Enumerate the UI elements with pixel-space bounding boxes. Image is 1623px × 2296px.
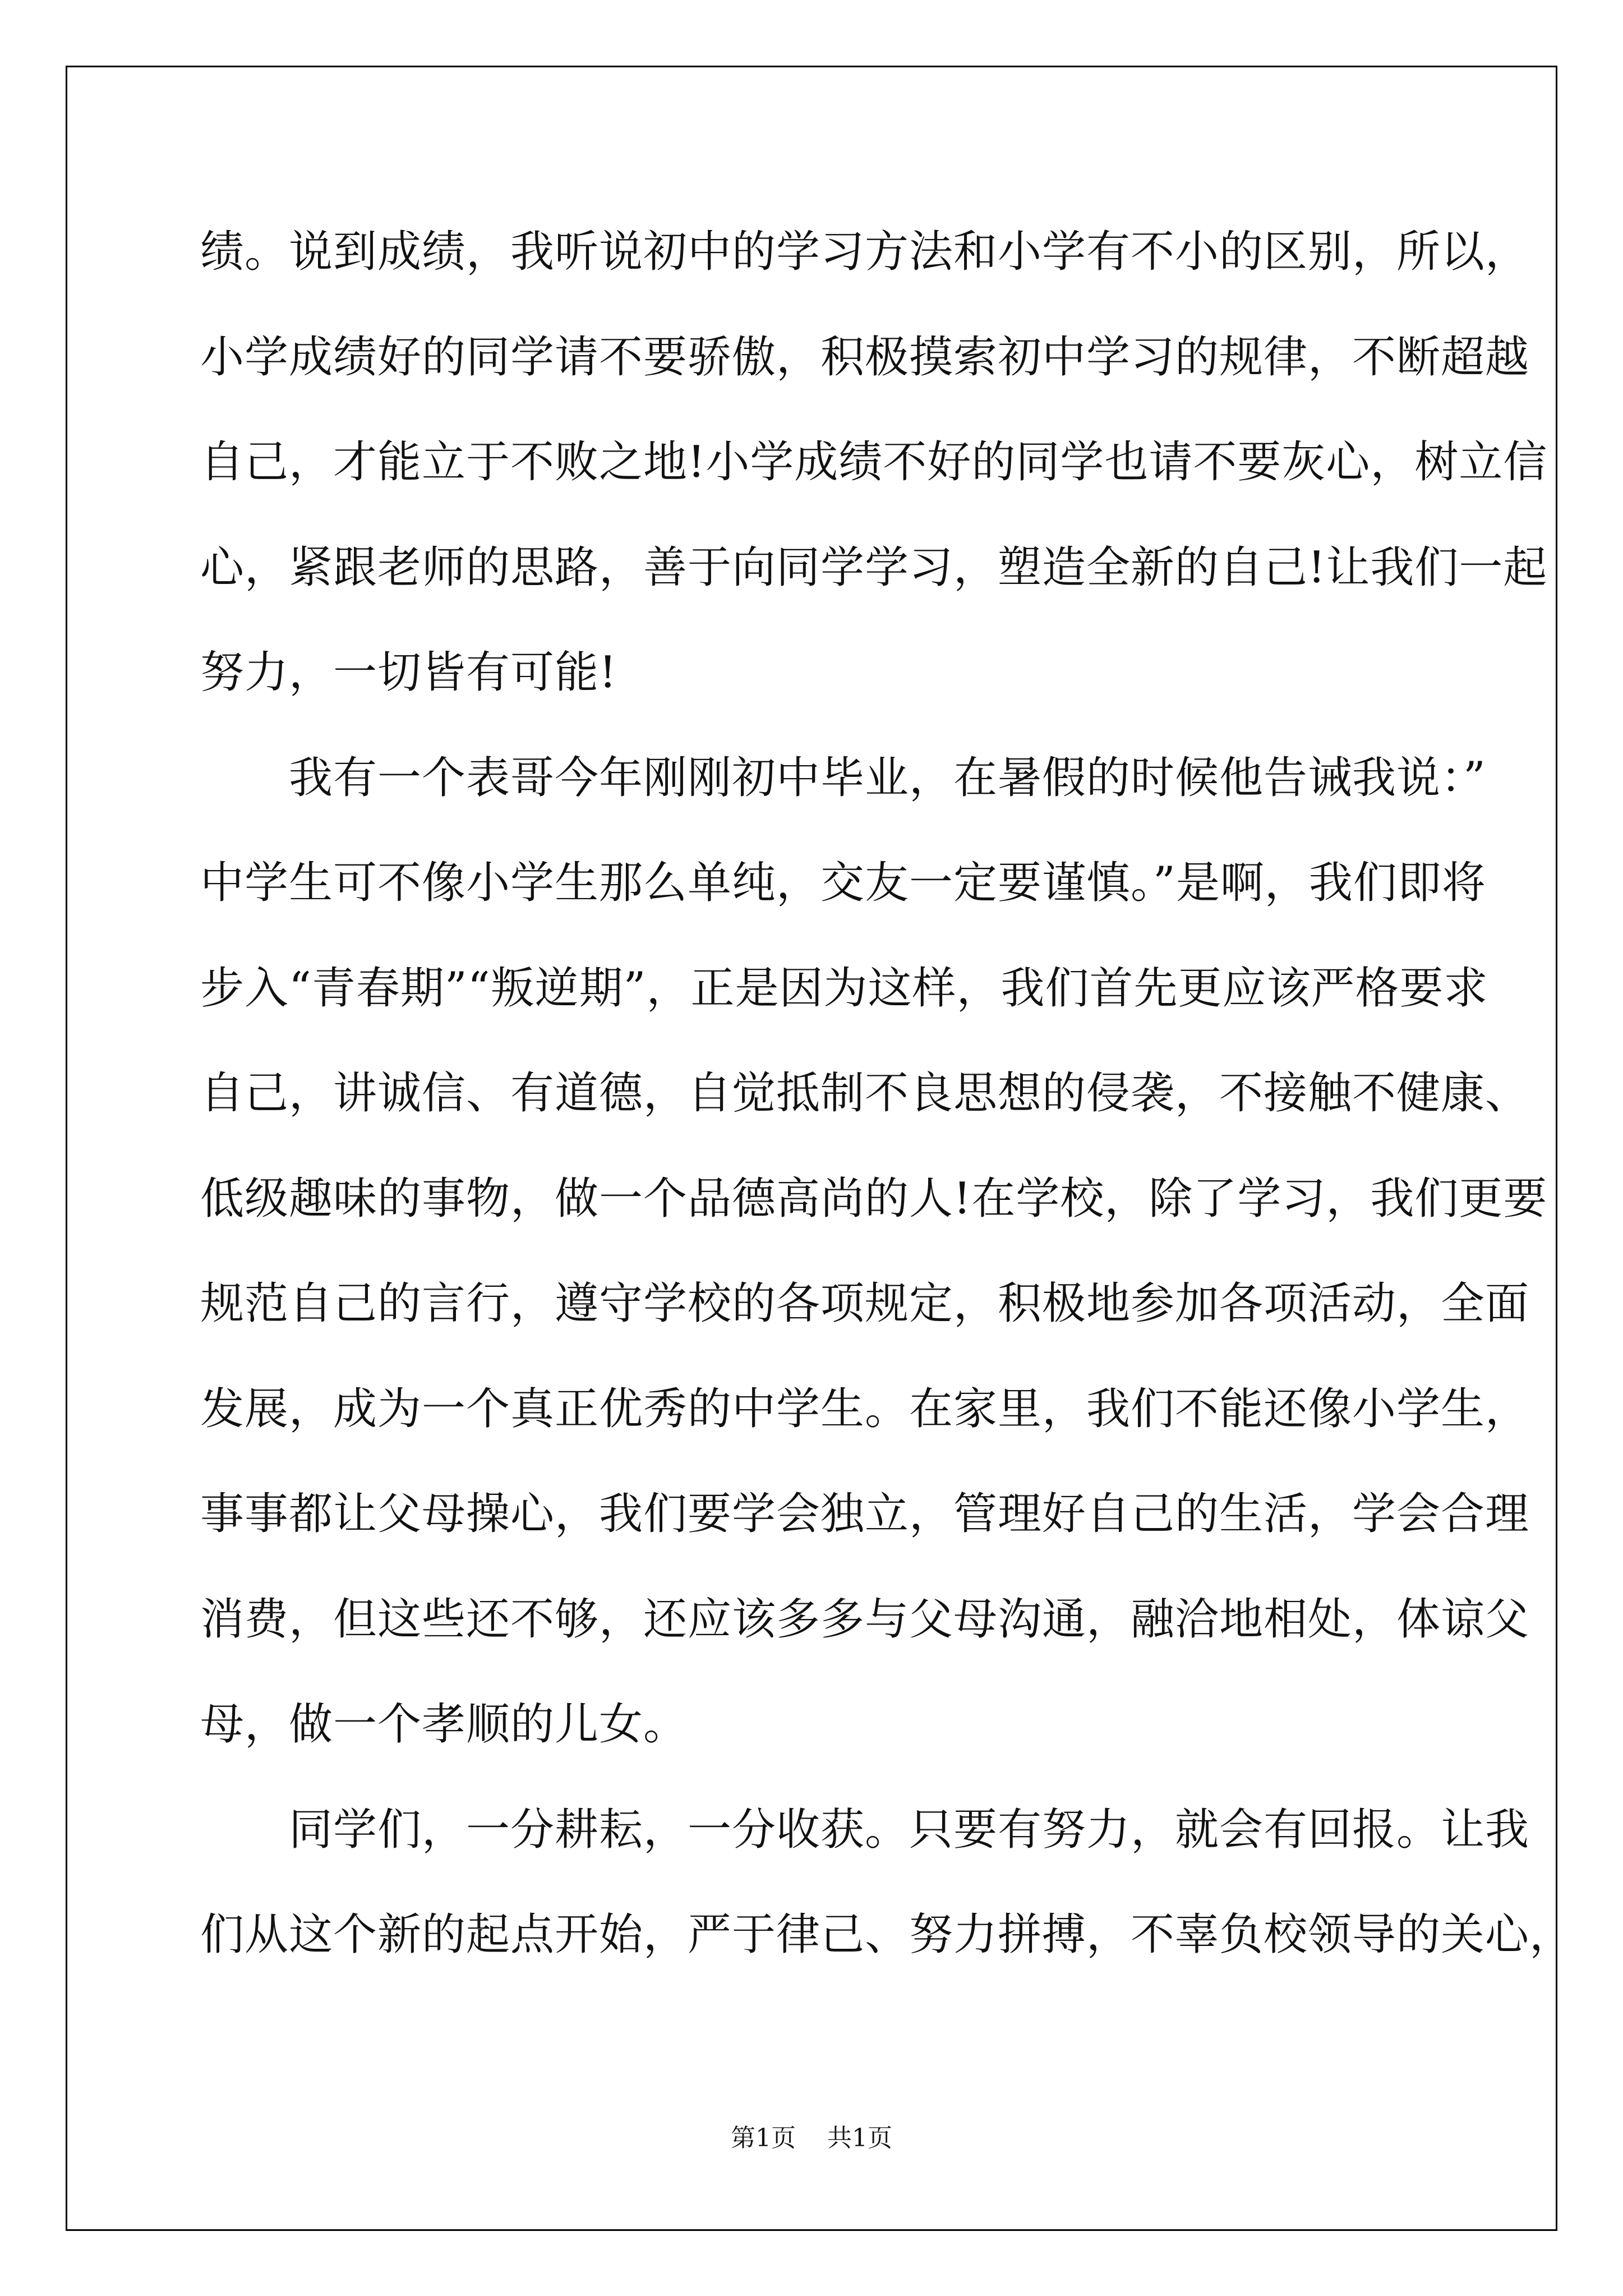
page-number-current: 第1页 (731, 2124, 796, 2152)
text-line: 小学成绩好的同学请不要骄傲，积极摸索初中学习的规律，不断超越 (200, 332, 1530, 383)
text-line: 绩。说到成绩，我听说初中的学习方法和小学有不小的区别，所以， (200, 227, 1530, 277)
document-body (200, 200, 1574, 1988)
text-line: 母，做一个孝顺的儿女。 (200, 1699, 688, 1750)
text-line: 们从这个新的起点开始，严于律己、努力拼搏，不辜负校领导的关心， (200, 1910, 1574, 1960)
page-number-total: 共1页 (827, 2124, 892, 2152)
text-line: 消费，但这些还不够，还应该多多与父母沟通，融洽地相处，体谅父 (200, 1594, 1530, 1645)
page-footer (0, 2118, 1623, 2154)
text-line: 事事都让父母操心，我们要学会独立，管理好自己的生活，学会合理 (200, 1489, 1530, 1539)
text-line: 发展，成为一个真正优秀的中学生。在家里，我们不能还像小学生， (200, 1383, 1530, 1434)
text-line: 步入“青春期”“叛逆期”，正是因为这样，我们首先更应该严格要求 (200, 963, 1488, 1014)
text-line: 我有一个表哥今年刚刚初中毕业，在暑假的时候他告诫我说：” (200, 752, 1486, 803)
text-line: 规范自己的言行，遵守学校的各项规定，积极地参加各项活动，全面 (200, 1278, 1530, 1329)
text-line: 努力，一切皆有可能! (200, 647, 617, 698)
text-line: 同学们，一分耕耘，一分收获。只要有努力，就会有回报。让我 (200, 1804, 1530, 1855)
text-line: 心，紧跟老师的思路，善于向同学学习，塑造全新的自己!让我们一起 (200, 542, 1548, 593)
text-line: 自己，才能立于不败之地!小学成绩不好的同学也请不要灰心，树立信 (200, 437, 1548, 487)
text-line: 自己，讲诚信、有道德，自觉抵制不良思想的侵袭，不接触不健康、 (200, 1068, 1530, 1119)
text-line: 中学生可不像小学生那么单纯，交友一定要谨慎。”是啊，我们即将 (200, 858, 1486, 908)
text-line: 低级趣味的事物，做一个品德高尚的人!在学校，除了学习，我们更要 (200, 1173, 1548, 1224)
